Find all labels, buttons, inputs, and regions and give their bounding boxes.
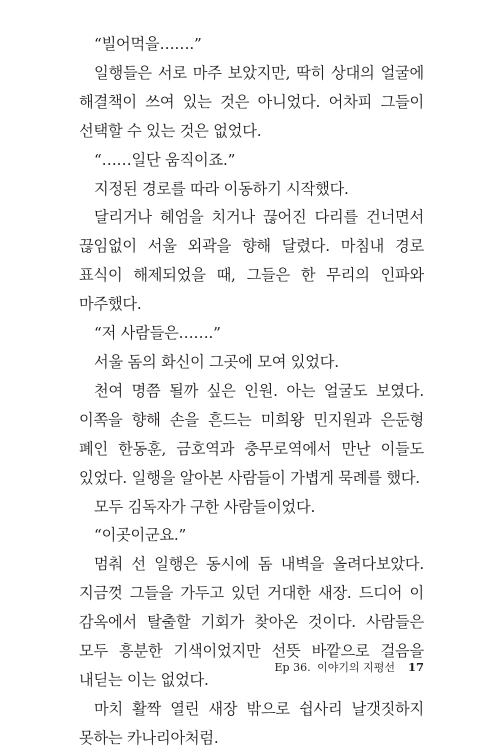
footer-episode-title: 이야기의 지평선 <box>317 661 395 674</box>
paragraph: 지정된 경로를 따라 이동하기 시작했다. <box>94 179 349 198</box>
paragraph: “……일단 움직이죠.” <box>94 150 236 169</box>
paragraph: 멈춰 선 일행은 동시에 돔 내벽을 올려다보았다. 지금껏 그들을 가두고 있던 거대한 새장. 드디어 이 감옥에서 탈출할 기회가 찾아온 것이다. 사람들은 모두 흥분한 기색이었지만 선뜻 바깥으로 걸음을 내딛는 이는 없었다. <box>79 555 424 689</box>
paragraph: 천여 명쯤 될까 싶은 인원. 아는 얼굴도 보였다. 이쪽을 향해 손을 흔드는 미희왕 민지원과 은둔형 폐인 한동훈, 금호역과 충무로역에서 만난 이들도 있었다. 일행을 알아본 사람들이 가볍게 묵례를 했다. <box>79 381 424 487</box>
paragraph: “이곳이군요.” <box>94 526 187 545</box>
page-number: 17 <box>407 660 424 674</box>
paragraph: 모두 김독자가 구한 사람들이었다. <box>94 497 316 516</box>
paragraph: 일행들은 서로 마주 보았지만, 딱히 상대의 얼굴에 해결책이 쓰여 있는 것은 아니었다. 어차피 그들이 선택할 수 있는 것은 없었다. <box>79 63 424 140</box>
paragraph: “저 사람들은…….” <box>94 324 221 343</box>
paragraph: 서울 돔의 화신이 그곳에 모여 있었다. <box>94 352 339 371</box>
footer-episode: Ep 36. <box>274 661 311 674</box>
body-text <box>79 30 424 753</box>
paragraph: 달리거나 헤엄을 치거나 끊어진 다리를 건너면서 끊임없이 서울 외곽을 향해 달렸다. 마침내 경로 표식이 해제되었을 때, 그들은 한 무리의 인파와 마주했다. <box>79 208 424 314</box>
paragraph: “빌어먹을…….” <box>94 35 202 53</box>
page-footer <box>200 660 424 675</box>
paragraph: 마치 활짝 열린 새장 밖으로 쉽사리 날갯짓하지 못하는 카나리아처럼. <box>79 699 424 747</box>
